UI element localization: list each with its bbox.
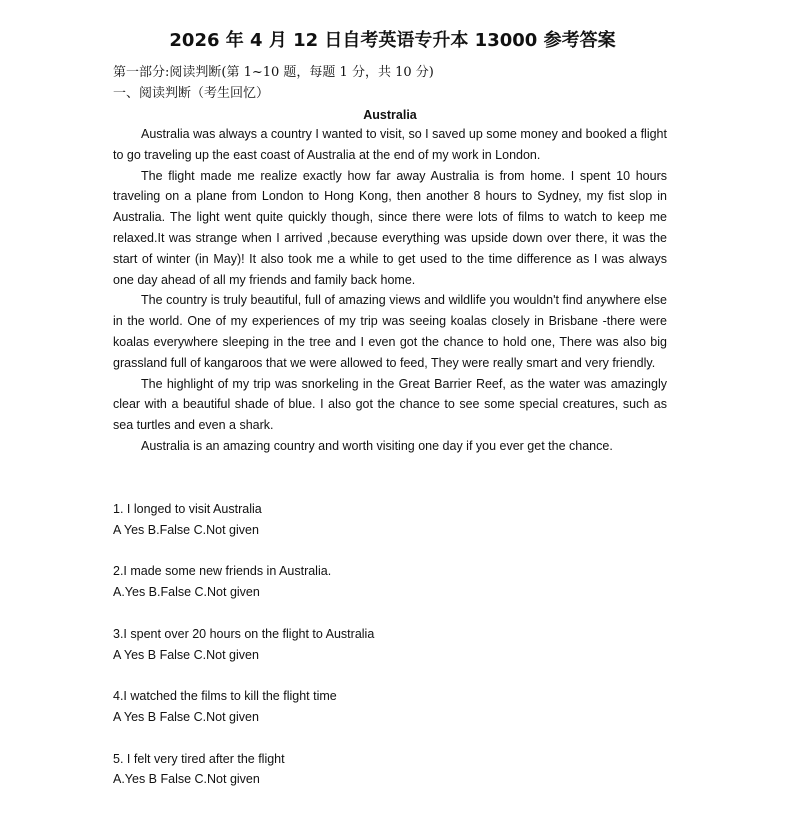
question-text: 5. I felt very tired after the flight [113,751,285,766]
question-options: A Yes B False C.Not given [113,647,259,662]
passage-paragraph: The flight made me realize exactly how far away Australia is from home. I spent 10 hours traveling on a plane from London to Hong Kong, then another 8 hours to Sydney, my fist slop in Australia. The light went quite quickly though, since there were lots of films to watch to keep me relaxed.It was strange when I arrived ,because everything was upside down over there, it was the start of winter (in May)! It also took me a while to get used to the time difference as I was always one day ahead of all my friends and family back home. [113,168,667,287]
question-item [113,749,673,791]
section-heading: 一、阅读判断（考生回忆） [113,86,270,101]
document-title: 2026 年 4 月 12 日自考英语专升本 13000 参考答案 [169,30,616,51]
question-item [113,561,673,603]
question-options: A.Yes B.False C.Not given [113,585,260,600]
question-list [113,499,673,811]
passage-title: Australia [363,108,417,122]
passage-paragraph: Australia was always a country I wanted to visit, so I saved up some money and booked a flight to go traveling up the east coast of Australia at the end of my work in London. [113,127,667,162]
question-options: A Yes B.False C.Not given [113,522,259,537]
question-item [113,686,673,728]
passage-paragraph: The highlight of my trip was snorkeling in the Great Barrier Reef, as the water was amazingly clear with a beautiful shade of blue. I also got the chance to see some special creatures, such as sea turtles and even a shark. [113,376,667,433]
question-text: 3.I spent over 20 hours on the flight to Australia [113,626,375,641]
passage-paragraph: Australia is an amazing country and worth visiting one day if you ever get the chance. [141,438,613,453]
question-item [113,499,673,541]
question-options: A Yes B False C.Not given [113,709,259,724]
passage-body [113,124,667,457]
question-text: 4.I watched the films to kill the flight time [113,689,337,704]
passage-paragraph: The country is truly beautiful, full of amazing views and wildlife you wouldn't find anywhere else in the world. One of my experiences of my trip was seeing koalas closely in Brisbane -there were koalas everywhere sleeping in the tree and I even got the chance to hold one, There was also big grassland full of kangaroos that we were allowed to feed, They were really smart and very friendly. [113,293,667,370]
part-heading: 第一部分:阅读判断(第 1~10 题，每题 1 分，共 10 分) [113,65,434,80]
question-options: A.Yes B False C.Not given [113,772,260,787]
question-text: 1. I longed to visit Australia [113,502,262,516]
question-item [113,624,673,666]
question-text: 2.I made some new friends in Australia. [113,564,332,579]
